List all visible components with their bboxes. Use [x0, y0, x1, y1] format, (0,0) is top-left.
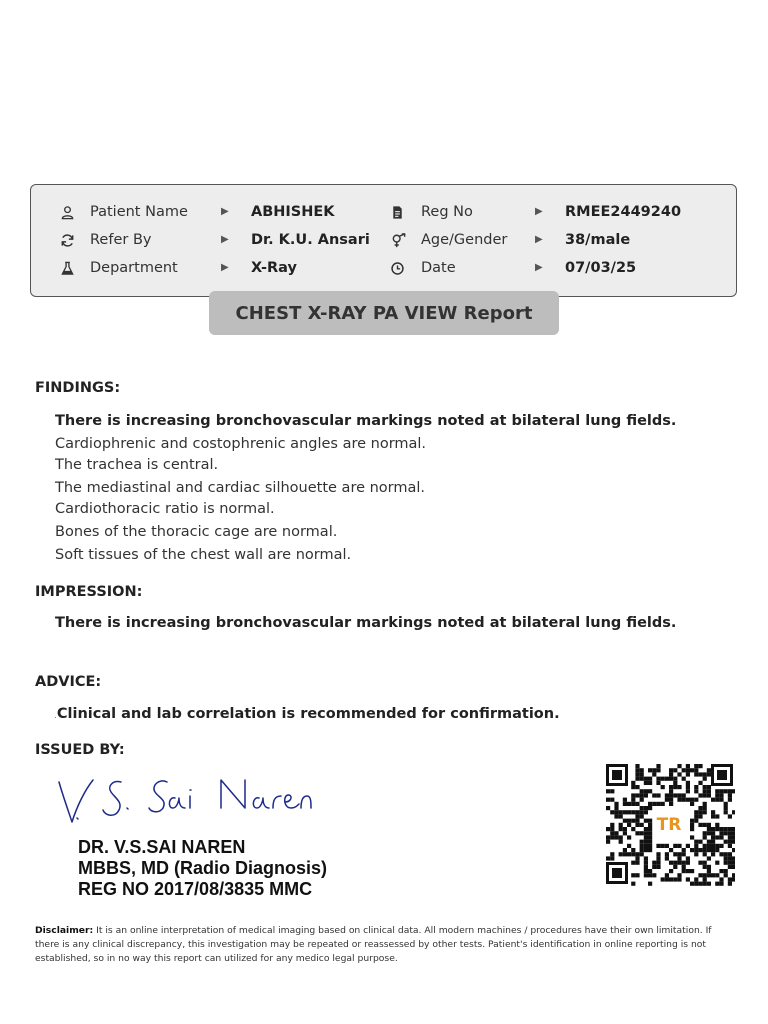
refer-by-value: Dr. K.U. Ansari	[251, 232, 370, 248]
doctor-name: DR. V.S.SAI NAREN	[78, 837, 246, 857]
finding-line: The mediastinal and cardiac silhouette are normal.	[55, 480, 426, 496]
refer-by-label: Refer By	[90, 232, 152, 248]
gender-icon	[389, 232, 409, 248]
qr-logo-text: TR	[656, 815, 682, 835]
impression-heading: IMPRESSION:	[35, 584, 143, 600]
arrow-icon: ▶	[221, 206, 229, 217]
finding-line: The trachea is central.	[55, 457, 219, 473]
refresh-icon	[59, 232, 75, 248]
advice-prefix: .	[54, 711, 57, 721]
date-value: 07/03/25	[565, 260, 637, 276]
reg-no-value: RMEE2449240	[565, 204, 682, 220]
patient-row-1	[0, 202, 768, 222]
advice-line	[54, 704, 560, 726]
disclaimer-text: It is an online interpretation of medical imaging based on clinical data. All modern machines / procedures have their own limitation. If there is any clinical discrepancy, this investigation may be repeated or reassessed by other tests. Patient's identification in online reporting is not established, so in no way this report can utilized for any medico legal purpose.	[35, 925, 712, 964]
issued-by-heading: ISSUED BY:	[35, 742, 125, 758]
finding-line: Soft tissues of the chest wall are normal.	[55, 547, 352, 563]
age-gender-value: 38/male	[565, 232, 631, 248]
finding-line: Cardiothoracic ratio is normal.	[55, 501, 275, 517]
finding-line: Bones of the thoracic cage are normal.	[55, 524, 338, 540]
patient-name-value: ABHISHEK	[251, 204, 335, 220]
disclaimer	[35, 924, 735, 966]
findings-heading: FINDINGS:	[35, 380, 121, 396]
department-value: X-Ray	[251, 260, 297, 276]
flask-icon	[59, 260, 75, 276]
finding-line: There is increasing bronchovascular markings noted at bilateral lung fields.	[55, 413, 677, 429]
patient-row-3	[0, 258, 768, 278]
arrow-icon: ▶	[221, 234, 229, 245]
date-label: Date	[421, 260, 456, 276]
arrow-icon: ▶	[535, 234, 543, 245]
arrow-icon: ▶	[535, 262, 543, 273]
arrow-icon: ▶	[221, 262, 229, 273]
arrow-icon: ▶	[535, 206, 543, 217]
reg-no-label: Reg No	[421, 204, 473, 220]
patient-name-row	[31, 387, 736, 407]
age-gender-label: Age/Gender	[421, 232, 508, 248]
doctor-signature	[55, 768, 315, 832]
doctor-registration: REG NO 2017/08/3835 MMC	[78, 879, 313, 899]
advice-text: Clinical and lab correlation is recommended for confirmation.	[56, 706, 560, 722]
finding-line: Cardiophrenic and costophrenic angles are normal.	[55, 436, 427, 452]
clock-icon	[389, 260, 405, 276]
user-icon	[59, 204, 75, 220]
department-label: Department	[90, 260, 178, 276]
doctor-qualification: MBBS, MD (Radio Diagnosis)	[78, 858, 328, 878]
patient-row-2	[0, 230, 768, 250]
disclaimer-label: Disclaimer:	[35, 925, 94, 936]
advice-heading: ADVICE:	[35, 674, 102, 690]
impression-text: There is increasing bronchovascular markings noted at bilateral lung fields.	[55, 615, 677, 631]
qr-code	[604, 762, 735, 886]
report-title: CHEST X-RAY PA VIEW Report	[209, 291, 559, 335]
document-icon	[389, 204, 405, 220]
patient-name-label: Patient Name	[90, 204, 188, 220]
